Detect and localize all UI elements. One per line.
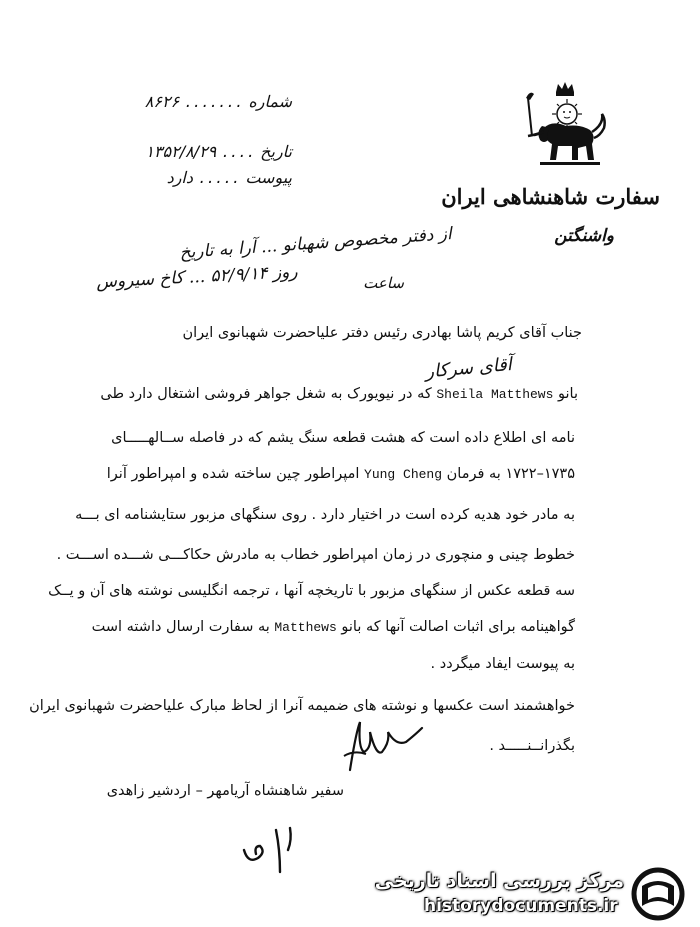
handwritten-receipt-time-label: ساعت [363,274,404,292]
attachment-value: دارد [166,168,193,187]
number-value: ۸۶۲۶ [144,92,180,111]
handwritten-receipt-date: روز ۵۲/۹/۱۴ ... کاخ سیروس [96,262,299,293]
watermark-url: historydocuments.ir [424,896,618,916]
number-label: شماره [248,92,292,111]
body-line-3: ۱۷۳۵–۱۷۲۲ به فرمان Yung Cheng امپراطور چین ساخته شده و امپراطور آنرا [106,466,575,482]
letter-number: شماره ....... ۸۶۲۶ [144,92,292,111]
body-line-4: به مادر خود هدیه کرده است در اختیار دارد . روی سنگهای مزبور ستایشنامه ای بـــه [75,507,575,523]
watermark-logo-icon [628,866,688,922]
handwritten-mark [236,820,306,875]
watermark-title: مرکز بررسی اسناد تاریخی [374,870,624,892]
embassy-title: سفارت شاهنشاهی ایران [441,184,660,209]
body-line-10: بگذرانــنـــــد . [489,738,575,754]
body-line-6: سه قطعه عکس از سنگهای مزبور با تاریخچه آنها ، ترجمه انگلیسی نوشته های آن و یــک [48,583,575,599]
handwritten-receipt-note: از دفتر مخصوص شهبانو ... آرا به تاریخ [179,224,453,263]
date-value: ۱۳۵۲/۸/۲۹ [145,142,217,161]
attachment-label: پیوست [245,168,292,187]
ambassador-signature [330,712,450,782]
name-matthews: Matthews [274,620,337,635]
body-line-5: خطوط چینی و منچوری در زمان امپراطور خطاب به مادرش حکاکـــی شـــده اســـت . [56,547,575,563]
name-sheila-matthews: Sheila Matthews [436,387,554,402]
letter-attachment: پیوست ..... دارد [166,168,292,187]
handwritten-recipient-note: آقای سرکار [424,354,513,383]
body-line-2: نامه ای اطلاع داده است که هشت قطعه سنگ یشم که در فاصله ســالهـــــای [111,430,575,446]
body-line-9: خواهشمند است عکسها و نوشته های ضمیمه آنرا از لحاظ مبارک علیاحضرت شهبانوی ایران [29,698,575,714]
lion-and-sun-emblem [522,80,608,170]
embassy-city: واشنگتن [554,226,614,246]
letter-date: تاریخ .... ۱۳۵۲/۸/۲۹ [145,142,292,161]
body-line-1: بانو Sheila Matthews که در نیویورک به شغل جواهر فروشی اشتغال دارد طی [100,386,578,402]
body-line-7: گواهینامه برای اثبات اصالت آنها که بانو Matthews به سفارت ارسال داشته است [91,619,575,635]
date-label: تاریخ [260,142,292,161]
closing-signature-line: سفیر شاهنشاه آریامهر – اردشیر زاهدی [106,783,344,799]
salutation: جناب آقای کریم پاشا بهادری رئیس دفتر علیاحضرت شهبانوی ایران [182,325,582,341]
body-line-8: به پیوست ایفاد میگردد . [430,656,575,672]
name-yung-cheng: Yung Cheng [364,467,443,482]
